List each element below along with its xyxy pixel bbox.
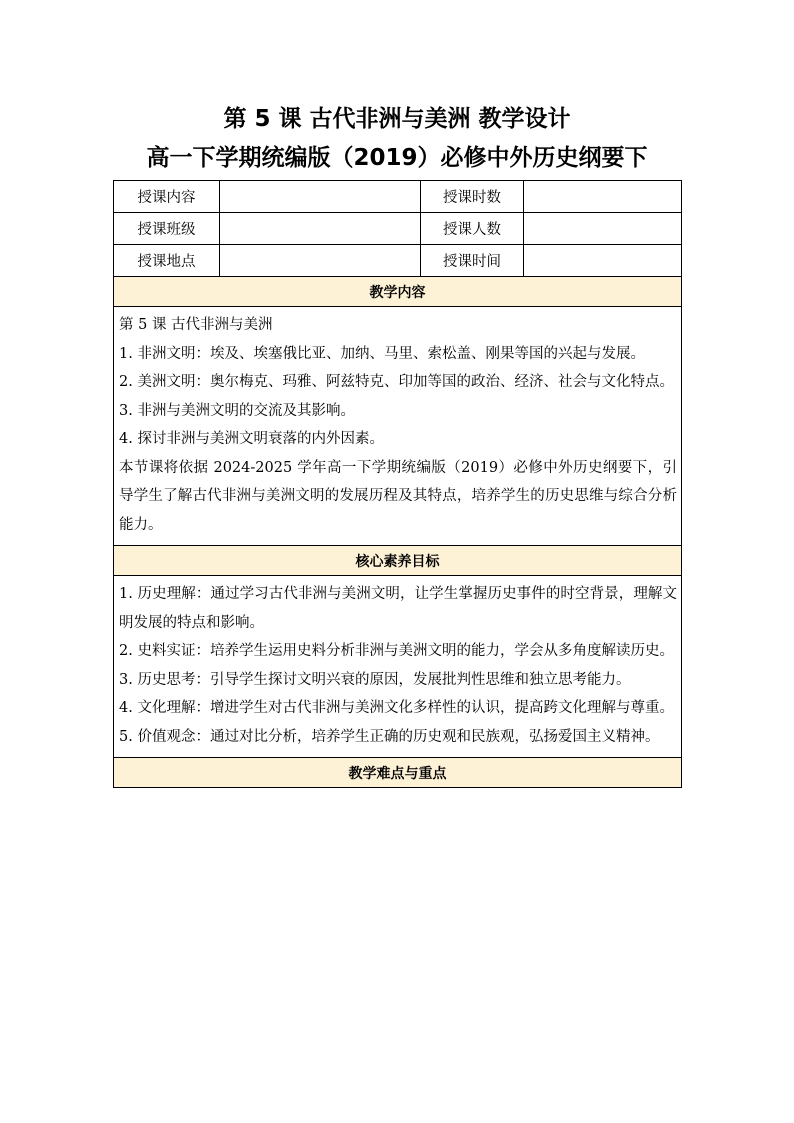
section-content [114, 576, 682, 758]
content-paragraph: 4. 文化理解：增进学生对古代非洲与美洲文化多样性的认识，提高跨文化理解与尊重。 [119, 700, 674, 716]
info-label-class: 授课班级 [114, 213, 220, 245]
content-paragraph: 5. 价值观念：通过对比分析，培养学生正确的历史观和民族观，弘扬爱国主义精神。 [119, 728, 660, 745]
info-label-lesson-hours: 授课时数 [421, 181, 524, 213]
content-paragraph: 2. 史料实证：培养学生运用史料分析非洲与美洲文明的能力，学会从多角度解读历史。 [119, 643, 674, 659]
info-label-time: 授课时间 [421, 245, 524, 277]
info-label-lesson-content: 授课内容 [114, 181, 220, 213]
document-title: 第 5 课 古代非洲与美洲 教学设计 [223, 106, 571, 132]
info-label-student-count: 授课人数 [421, 213, 524, 245]
info-row-class [114, 213, 682, 245]
content-paragraph: 第 5 课 古代非洲与美洲 [119, 317, 273, 333]
section-header-difficulties [114, 758, 682, 788]
info-label-location: 授课地点 [114, 245, 220, 277]
section-content [114, 307, 682, 546]
content-paragraph: 4. 探讨非洲与美洲文明衰落的内外因素。 [119, 431, 384, 447]
section-heading: 核心素养目标 [114, 546, 682, 576]
info-value-student-count [524, 213, 682, 245]
info-value-lesson-hours [524, 181, 682, 213]
section-heading: 教学内容 [114, 277, 682, 307]
document-subtitle: 高一下学期统编版（2019）必修中外历史纲要下 [146, 145, 648, 171]
section-body-core-literacy [114, 576, 682, 758]
info-row-content [114, 181, 682, 213]
section-header-teaching-content [114, 277, 682, 307]
info-value-class [220, 213, 421, 245]
section-body-teaching-content [114, 307, 682, 546]
info-row-location [114, 245, 682, 277]
content-paragraph: 2. 美洲文明：奥尔梅克、玛雅、阿兹特克、印加等国的政治、经济、社会与文化特点。 [119, 374, 674, 390]
section-heading: 教学难点与重点 [114, 758, 682, 788]
info-value-location [220, 245, 421, 277]
info-value-lesson-content [220, 181, 421, 213]
content-paragraph: 1. 非洲文明：埃及、埃塞俄比亚、加纳、马里、索松盖、刚果等国的兴起与发展。 [119, 345, 645, 362]
content-paragraph: 1. 历史理解：通过学习古代非洲与美洲文明，让学生掌握历史事件的时空背景，理解文明发展的特点和影响。 [119, 586, 677, 631]
content-paragraph: 本节课将依据 2024-2025 学年高一下学期统编版（2019）必修中外历史纲要下，引导学生了解古代非洲与美洲文明的发展历程及其特点，培养学生的历史思维与综合分析能力。 [119, 459, 677, 533]
content-paragraph: 3. 历史思考：引导学生探讨文明兴衰的原因，发展批判性思维和独立思考能力。 [119, 671, 631, 688]
lesson-plan-table [113, 180, 682, 788]
section-header-core-literacy [114, 546, 682, 576]
content-paragraph: 3. 非洲与美洲文明的交流及其影响。 [119, 402, 355, 419]
info-value-time [524, 245, 682, 277]
